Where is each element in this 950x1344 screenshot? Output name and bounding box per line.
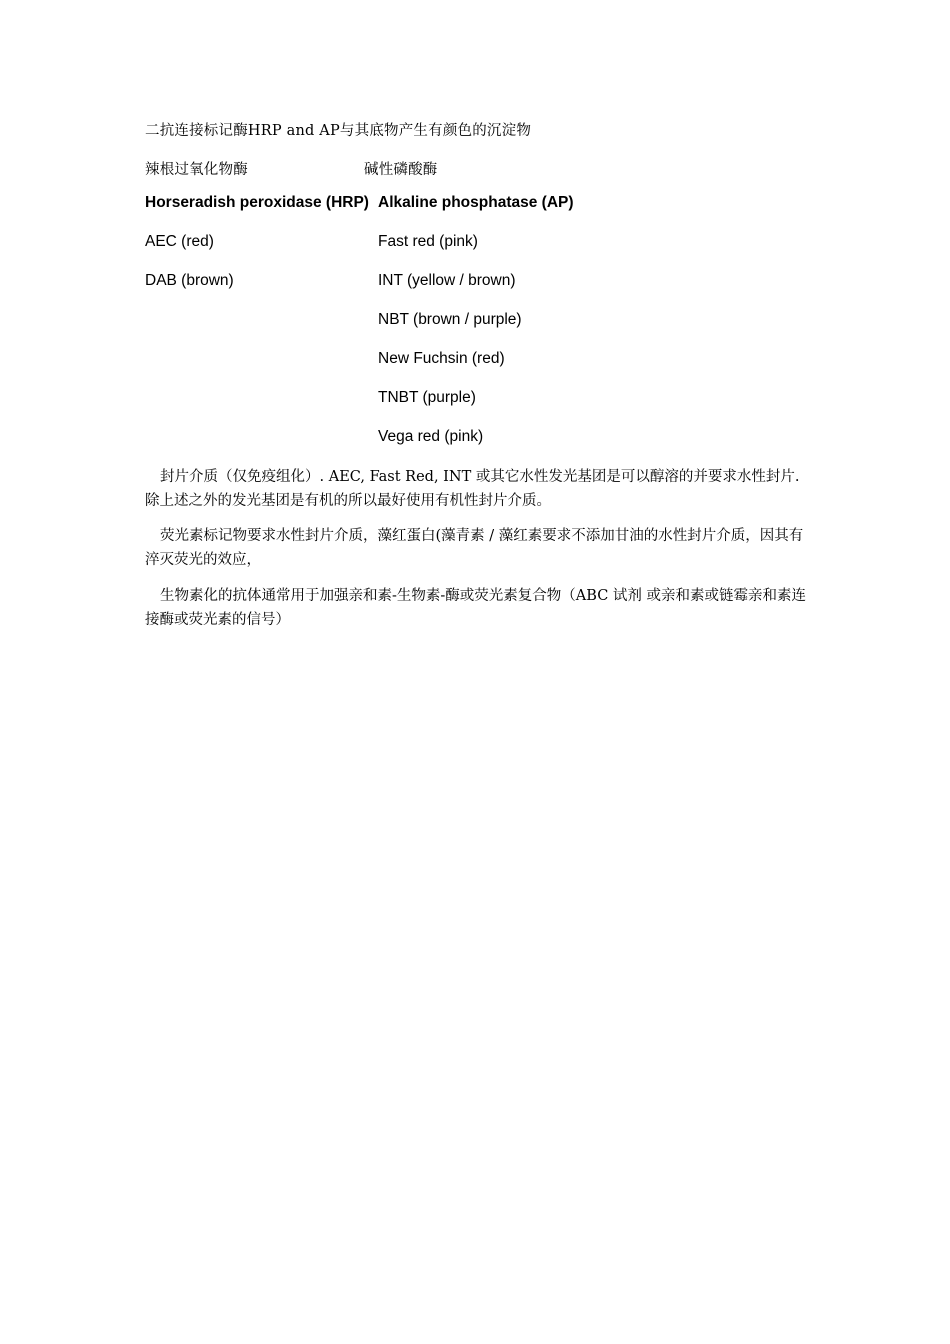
paragraph-biotinylated-antibodies: 生物素化的抗体通常用于加强亲和素-生物素-酶或荧光素复合物（ABC 试剂 或亲和素或链霉亲和素连接酶或荧光素的信号） bbox=[145, 588, 807, 628]
ap-substrate-item: TNBT (purple) bbox=[378, 389, 476, 406]
header-cn-ap: 碱性磷酸酶 bbox=[364, 162, 438, 178]
header-en-ap: Alkaline phosphatase (AP) bbox=[378, 194, 574, 211]
ap-substrate-item: New Fuchsin (red) bbox=[378, 350, 505, 367]
header-cn-hrp: 辣根过氧化物酶 bbox=[145, 162, 248, 178]
ap-substrate-item: Vega red (pink) bbox=[378, 428, 484, 445]
ap-substrate-item: Fast red (pink) bbox=[378, 233, 478, 250]
paragraph-mounting-media: 封片介质（仅免疫组化）. AEC, Fast Red, INT 或其它水性发光基团是可以醇溶的并要求水性封片. 除上述之外的发光基团是有机的所以最好使用有机性封片介质。 bbox=[145, 469, 800, 509]
hrp-substrate-item: AEC (red) bbox=[145, 233, 214, 250]
ap-substrate-item: INT (yellow / brown) bbox=[378, 272, 516, 289]
ap-substrate-item: NBT (brown / purple) bbox=[378, 311, 522, 328]
header-en-hrp: Horseradish peroxidase (HRP) bbox=[145, 194, 369, 211]
paragraph-fluorescent-labels: 荧光素标记物要求水性封片介质，藻红蛋白(藻青素 / 藻红素要求不添加甘油的水性封片介质，因其有淬灭荧光的效应， bbox=[145, 528, 804, 568]
hrp-substrate-item: DAB (brown) bbox=[145, 272, 234, 289]
document-title: 二抗连接标记酶HRP and AP与其底物产生有颜色的沉淀物 bbox=[145, 123, 532, 139]
